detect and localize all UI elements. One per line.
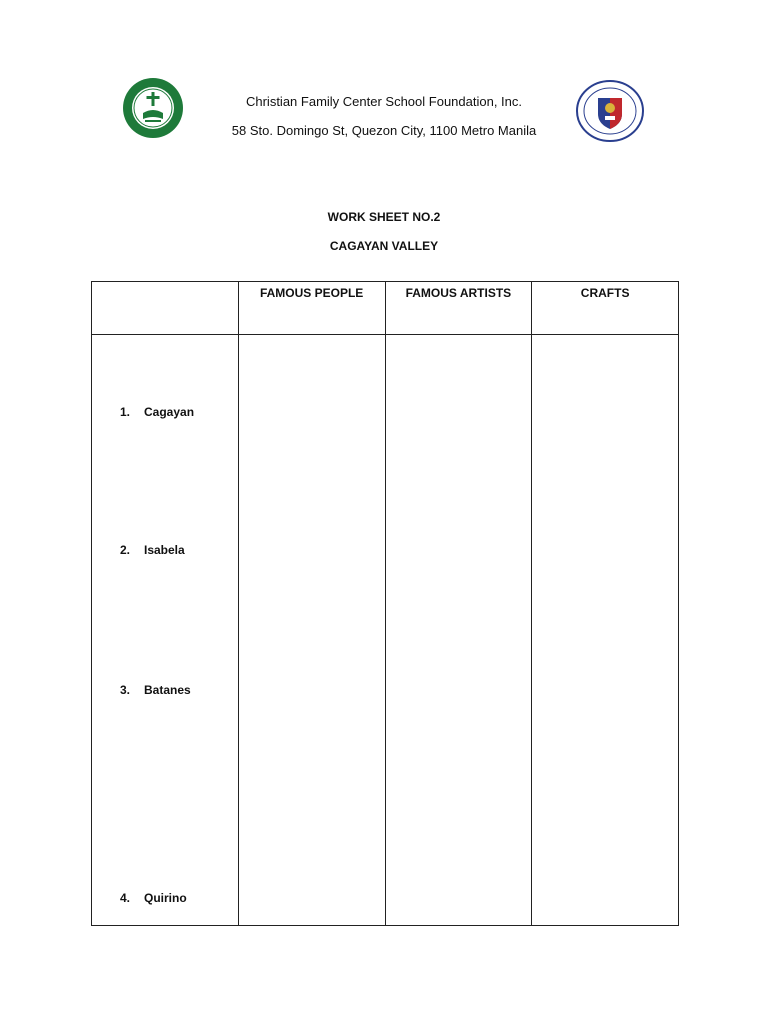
table-header-row: [92, 282, 679, 335]
famous-people-answer-cell[interactable]: [238, 335, 385, 926]
famous-artists-answer-cell[interactable]: [385, 335, 532, 926]
province-name: Cagayan: [144, 405, 195, 419]
worksheet-table: [91, 281, 679, 926]
province-item: 2. Isabela: [120, 543, 185, 557]
worksheet-title: WORK SHEET NO.2: [327, 210, 441, 224]
column-header-famous-artists: FAMOUS ARTISTS: [385, 282, 532, 335]
province-name: Batanes: [144, 683, 191, 697]
school-address: 58 Sto. Domingo St, Quezon City, 1100 Metro Manila: [231, 123, 537, 138]
crafts-answer-cell[interactable]: [532, 335, 679, 926]
column-header-province: [92, 282, 239, 335]
column-header-crafts: CRAFTS: [532, 282, 679, 335]
province-item: 4. Quirino: [120, 891, 187, 905]
province-item: 3. Batanes: [120, 683, 191, 697]
worksheet-subtitle: CAGAYAN VALLEY: [329, 239, 439, 253]
province-name: Isabela: [144, 543, 185, 557]
province-item: 1. Cagayan: [120, 405, 195, 419]
deped-seal-logo: [576, 80, 644, 142]
school-name: Christian Family Center School Foundation, Inc.: [245, 94, 522, 109]
column-header-famous-people: FAMOUS PEOPLE: [238, 282, 385, 335]
province-list-cell: [92, 335, 239, 926]
table-body-row: [92, 335, 679, 926]
province-name: Quirino: [144, 891, 187, 905]
